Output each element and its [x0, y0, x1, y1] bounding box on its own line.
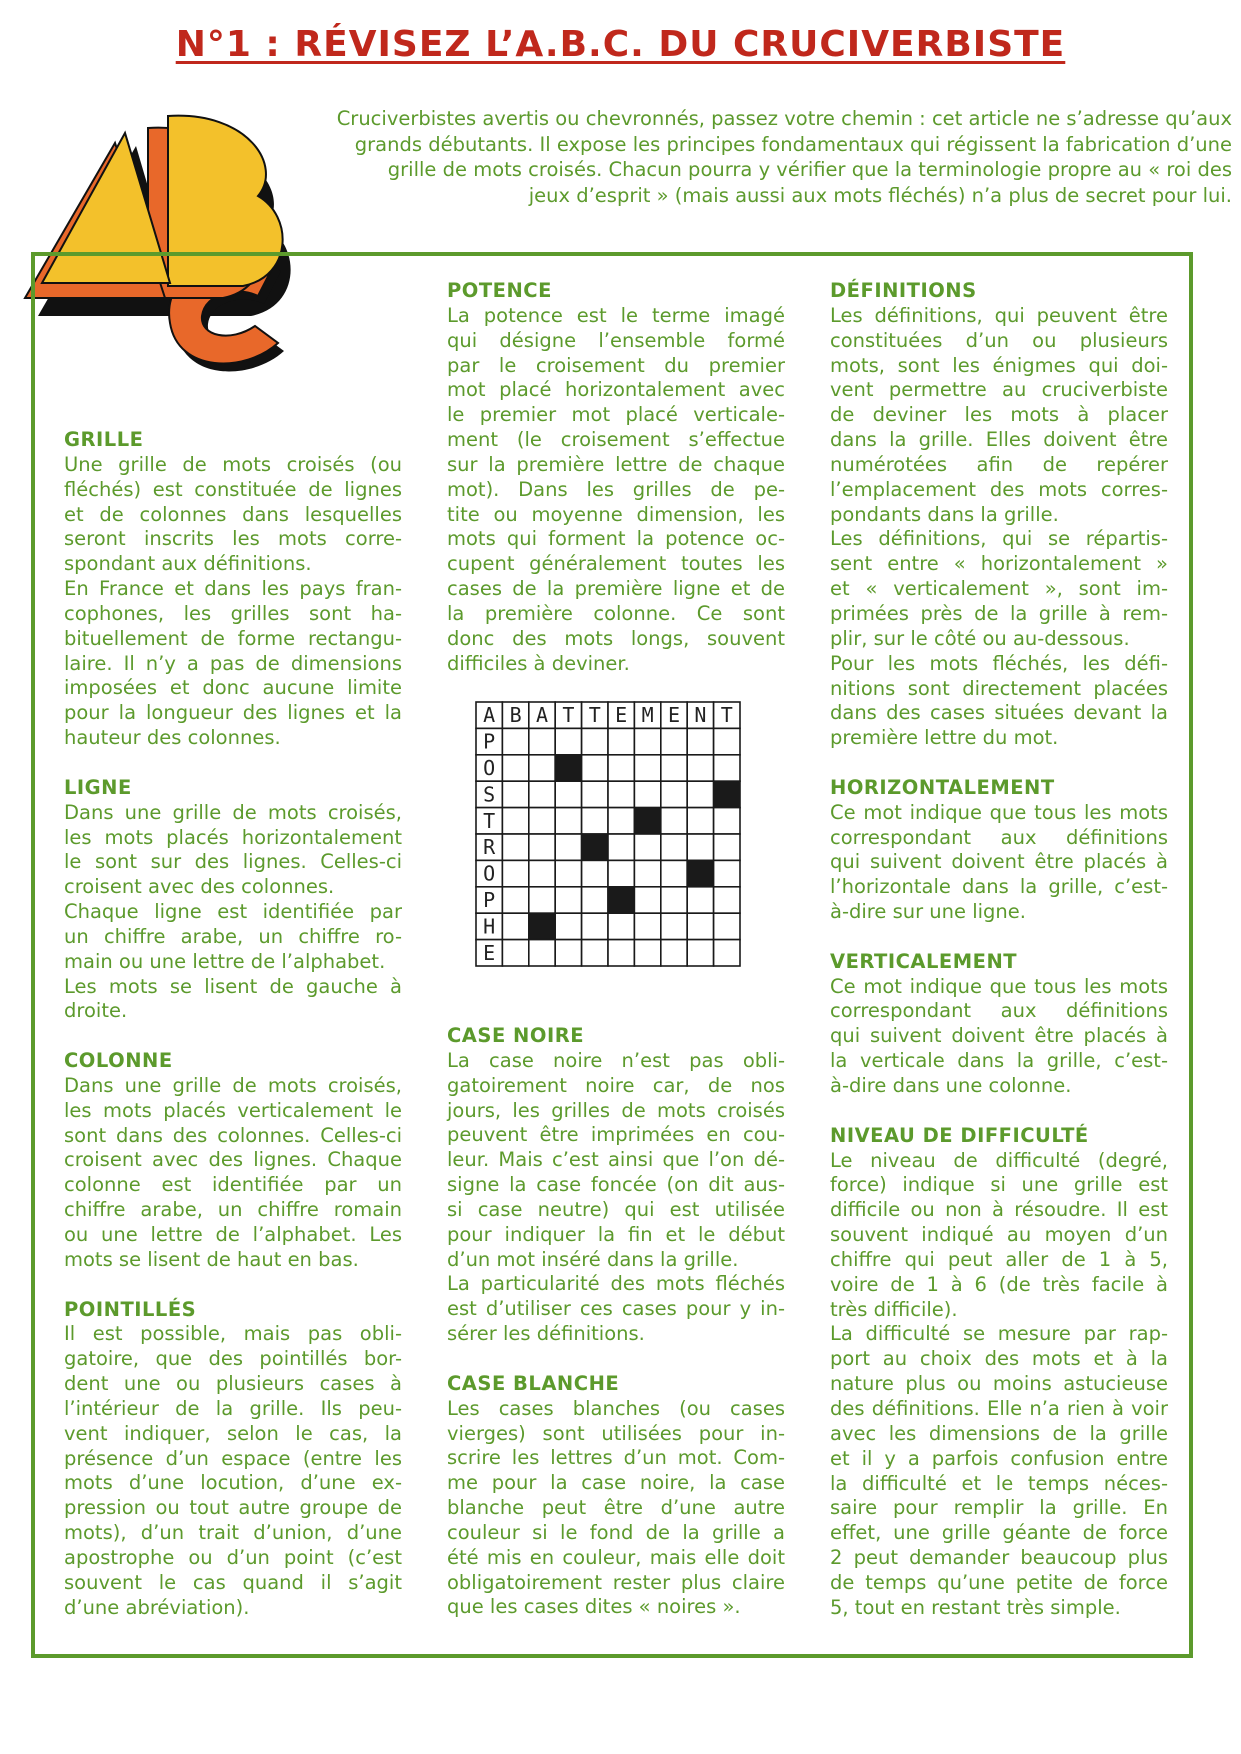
- grid-cell: [661, 940, 687, 966]
- text-line: mots, sont les énigmes qui doi-: [830, 353, 1168, 377]
- text-line: pression ou tout autre groupe de: [64, 1496, 402, 1520]
- text-line: Ce mot indique que tous les mots: [830, 800, 1168, 824]
- text-line: pour indiquer la fin et le début: [447, 1222, 785, 1246]
- grid-cell: [687, 834, 713, 860]
- grid-cell: [582, 887, 608, 913]
- text-line: à-dire sur une ligne.: [830, 900, 1026, 924]
- grid-cell: [502, 755, 528, 781]
- grid-letter-vertical: P: [483, 888, 496, 912]
- section-body: [830, 304, 1168, 751]
- text-line: La particularité des mots fléchés: [447, 1272, 785, 1296]
- grid-cell: [714, 834, 740, 860]
- text-line: première lettre du mot.: [830, 726, 1059, 750]
- grid-cell: [555, 860, 581, 886]
- grid-cell: [714, 887, 740, 913]
- text-line: La potence est le terme imagé: [447, 303, 785, 327]
- text-line: dent une ou plusieurs cases à: [64, 1372, 402, 1396]
- black-cell: [714, 781, 740, 807]
- text-line: La difficulté se mesure par rap-: [830, 1322, 1168, 1346]
- text-line: mot). Dans les grilles de pe-: [447, 477, 785, 501]
- section-heading: GRILLE: [64, 428, 144, 451]
- grid-cell: [608, 834, 634, 860]
- text-line: laire. Il n’y a pas de dimensions: [64, 651, 402, 675]
- text-line: la première colonne. Ce sont: [447, 601, 785, 625]
- grid-letter-horizontal: T: [720, 703, 733, 728]
- text-line: qui suivent doivent être placés à: [830, 850, 1168, 874]
- section-body: [447, 304, 785, 677]
- text-line: bituellement de forme rectangu-: [64, 626, 402, 650]
- text-line: difficile ou non à résoudre. Il est: [830, 1198, 1168, 1222]
- text-line: Chaque ligne est identifiée par: [64, 900, 402, 924]
- text-line: main ou une lettre de l’alphabet.: [64, 949, 386, 973]
- text-line: ou une lettre de l’alphabet. Les: [64, 1223, 402, 1246]
- grid-cell: [529, 860, 555, 886]
- grid-cell: [502, 860, 528, 886]
- text-line: vierges) sont utilisées pour in-: [447, 1421, 785, 1445]
- grid-cell: [529, 940, 555, 966]
- grid-cell: [502, 913, 528, 939]
- text-line: de temps qu’une petite de force: [830, 1570, 1168, 1594]
- grid-cell: [502, 887, 528, 913]
- text-line: leur. Mais c’est ainsi que l’on dé-: [447, 1148, 785, 1172]
- crossword-grid: [474, 700, 768, 994]
- section-body: [447, 1397, 785, 1621]
- grid-cell: [687, 755, 713, 781]
- grid-cell: [555, 728, 581, 754]
- grid-letter-horizontal: A: [535, 703, 549, 728]
- grid-cell: [608, 940, 634, 966]
- text-line: Le niveau de difficulté (degré,: [830, 1148, 1168, 1172]
- text-line: difficiles à deviner.: [447, 651, 630, 675]
- text-line: donc des mots longs, souvent: [447, 626, 785, 650]
- grid-cell: [582, 913, 608, 939]
- text-line: cophones, les grilles sont ha-: [64, 601, 402, 625]
- text-line: qui désigne l’ensemble formé: [447, 328, 785, 352]
- section-heading: POINTILLÉS: [64, 1297, 197, 1321]
- grid-cell: [661, 834, 687, 860]
- grid-cell: [582, 781, 608, 807]
- text-line: le premier mot placé verticale-: [447, 403, 785, 427]
- grid-cell: [687, 887, 713, 913]
- section-body: [447, 1049, 785, 1347]
- text-line: plir, sur le côté ou au-dessous.: [830, 626, 1130, 650]
- grid-letter-horizontal: T: [562, 703, 575, 728]
- text-line: chiffre qui peut aller de 1 à 5,: [830, 1247, 1168, 1271]
- grid-cell: [529, 834, 555, 860]
- section: [447, 1024, 785, 1347]
- text-line: dans des cases situées devant la: [830, 701, 1168, 725]
- text-line: de deviner les mots à placer: [830, 403, 1168, 427]
- text-line: chiffre arabe, un chiffre romain: [64, 1198, 402, 1222]
- text-line: 2 peut demander beaucoup plus: [830, 1546, 1168, 1570]
- text-line: saire pour remplir la grille. En: [830, 1496, 1168, 1520]
- section-heading: CASE BLANCHE: [447, 1371, 620, 1395]
- grid-cell: [661, 808, 687, 834]
- grid-cell: [529, 808, 555, 834]
- text-line: voire de 1 à 6 (de très facile à: [830, 1272, 1168, 1296]
- grid-cell: [634, 887, 660, 913]
- grid-letter-horizontal: E: [615, 703, 628, 728]
- grid-letter-vertical: S: [483, 782, 496, 807]
- text-line: et de colonnes dans lesquelles: [64, 502, 402, 526]
- text-line: l’emplacement des mots corres-: [830, 477, 1168, 501]
- text-line: que les cases dites « noires ».: [447, 1595, 741, 1619]
- text-line: sérer les définitions.: [447, 1322, 645, 1346]
- grid-letter-horizontal: B: [509, 703, 522, 728]
- grid-cell: [714, 755, 740, 781]
- section-heading: NIVEAU DE DIFFICULTÉ: [830, 1123, 1089, 1147]
- text-line: effet, une grille géante de force: [830, 1521, 1168, 1545]
- grid-cell: [634, 834, 660, 860]
- section-body: [830, 801, 1168, 925]
- grid-cell: [555, 940, 581, 966]
- text-line: Ce mot indique que tous les mots: [830, 974, 1168, 998]
- section-body: [64, 801, 402, 1025]
- text-line: mots qui forment la potence oc-: [447, 527, 785, 551]
- intro-paragraph: Cruciverbistes avertis ou chevronnés, passez votre chemin : cet article ne s’adresse qu’aux grands débutants. Il expose les principes fondamentaux qui régissent la fabrication d’une grille de mots croisés. Chacun pourra y vérifier que la terminologie propre au « roi des jeux d’esprit » (mais aussi aux mots fléchés) n’a plus de secret pour lui.: [336, 107, 1232, 207]
- grid-letter-vertical: E: [483, 940, 496, 965]
- grid-cell: [502, 940, 528, 966]
- grid-cell: [582, 755, 608, 781]
- text-line: les mots placés horizontalement: [64, 825, 402, 849]
- text-line: seront inscrits les mots corre-: [64, 527, 402, 551]
- grid-cell: [714, 728, 740, 754]
- text-line: constituées d’un ou plusieurs: [830, 328, 1168, 352]
- grid-cell: [582, 940, 608, 966]
- text-line: la difficulté et le temps néces-: [830, 1471, 1168, 1495]
- grid-cell: [661, 781, 687, 807]
- grid-cell: [714, 940, 740, 966]
- grid-cell: [661, 913, 687, 939]
- text-line: d’une abréviation).: [64, 1595, 250, 1619]
- grid-cell: [529, 887, 555, 913]
- text-line: présence d’un espace (entre les: [64, 1446, 402, 1470]
- grid-letter-vertical: T: [483, 808, 496, 833]
- text-line: Les définitions, qui peuvent être: [830, 303, 1168, 327]
- text-line: Les cases blanches (ou cases: [447, 1396, 785, 1420]
- grid-letter-vertical: O: [483, 861, 496, 886]
- text-line: qui suivent doivent être placés à: [830, 1024, 1168, 1048]
- grid-letter-horizontal: T: [588, 703, 601, 728]
- text-line: souvent le cas quand il s’agit: [64, 1570, 402, 1594]
- grid-cell: [608, 860, 634, 886]
- grid-cell: [608, 781, 634, 807]
- text-line: nitions sont directement placées: [830, 676, 1168, 700]
- section: [64, 1298, 402, 1621]
- text-line: l’horizontale dans la grille, c’est-: [830, 875, 1168, 899]
- section: [447, 1372, 785, 1620]
- text-line: été mis en couleur, mais elle doit: [447, 1545, 785, 1569]
- black-cell: [529, 913, 555, 939]
- grid-cell: [608, 913, 634, 939]
- text-line: force) indique si une grille est: [830, 1173, 1168, 1197]
- text-line: 5, tout en restant très simple.: [830, 1595, 1121, 1619]
- section-heading: LIGNE: [64, 775, 132, 799]
- text-line: vent permettre au cruciverbiste: [830, 378, 1168, 402]
- text-line: sont dans des colonnes. Celles-ci: [64, 1123, 402, 1147]
- section-heading: VERTICALEMENT: [830, 949, 1018, 973]
- grid-letter-vertical: H: [483, 914, 496, 939]
- section: [64, 428, 402, 751]
- text-line: colonne est identifiée par un: [64, 1173, 402, 1197]
- grid-letter-horizontal: N: [694, 703, 707, 728]
- grid-cell: [555, 781, 581, 807]
- section-body: [830, 975, 1168, 1099]
- grid-cell: [608, 808, 634, 834]
- text-line: mots se lisent de haut en bas.: [64, 1247, 359, 1271]
- text-line: Il est possible, mais pas obli-: [64, 1322, 402, 1346]
- section: [830, 1124, 1168, 1621]
- text-line: numérotées afin de repérer: [830, 452, 1168, 476]
- grid-cell: [502, 728, 528, 754]
- black-cell: [687, 860, 713, 886]
- black-cell: [582, 834, 608, 860]
- text-line: gatoire, que des pointillés bor-: [64, 1347, 402, 1371]
- grid-cell: [687, 913, 713, 939]
- text-line: d’un mot inséré dans la grille.: [447, 1247, 739, 1271]
- grid-cell: [529, 755, 555, 781]
- column-1: [64, 428, 402, 1621]
- grid-cell: [661, 860, 687, 886]
- text-line: souvent indiqué au moyen d’un: [830, 1223, 1168, 1247]
- grid-cell: [714, 860, 740, 886]
- text-line: couleur si le fond de la grille a: [447, 1520, 785, 1544]
- text-line: et « verticalement », sont im-: [830, 577, 1168, 601]
- section: [64, 1049, 402, 1273]
- grid-cell: [634, 860, 660, 886]
- text-line: et il y a parfois confusion entre: [830, 1446, 1168, 1470]
- text-line: Pour les mots fléchés, les défi-: [830, 651, 1168, 675]
- column-2-top: [447, 279, 785, 677]
- text-line: cupent généralement toutes les: [447, 552, 785, 576]
- text-line: imposées et donc aucune limite: [64, 676, 402, 700]
- text-line: croisent avec des colonnes.: [64, 875, 335, 899]
- text-line: sent entre « horizontalement »: [830, 552, 1168, 576]
- text-line: scrire les lettres d’un mot. Com-: [447, 1446, 785, 1470]
- text-line: apostrophe ou d’un point (c’est: [64, 1545, 402, 1569]
- text-line: port au choix des mots et à la: [830, 1347, 1168, 1371]
- text-line: très difficile).: [830, 1297, 958, 1321]
- section-heading: CASE NOIRE: [447, 1024, 585, 1047]
- grid-cell: [634, 940, 660, 966]
- grid-cell: [687, 781, 713, 807]
- text-line: correspondant aux définitions: [830, 999, 1168, 1023]
- text-line: Une grille de mots croisés (ou: [64, 452, 402, 476]
- text-line: gatoirement noire car, de nos: [447, 1073, 785, 1097]
- text-line: des définitions. Elle n’a rien à voir: [830, 1396, 1168, 1420]
- text-line: nature plus ou moins astucieuse: [830, 1372, 1168, 1396]
- text-line: ment (le croisement s’effectue: [447, 428, 785, 452]
- text-line: sur la première lettre de chaque: [447, 452, 785, 476]
- text-line: spondant aux définitions.: [64, 552, 312, 576]
- page-title: N°1 : RÉVISEZ L’A.B.C. DU CRUCIVERBISTE: [175, 24, 1066, 65]
- section: [447, 279, 785, 677]
- text-line: mot placé horizontalement avec: [447, 378, 785, 402]
- grid-letter-vertical: P: [483, 729, 496, 754]
- text-line: le sont sur des lignes. Celles-ci: [64, 850, 402, 874]
- section-body: [64, 1074, 402, 1273]
- grid-cell: [555, 887, 581, 913]
- text-line: si case neutre) qui est utilisée: [447, 1197, 785, 1221]
- section-heading: DÉFINITIONS: [830, 279, 977, 302]
- text-line: hauteur des colonnes.: [64, 726, 281, 750]
- black-cell: [634, 808, 660, 834]
- text-line: Dans une grille de mots croisés,: [64, 800, 402, 824]
- text-line: Les définitions, qui se répartis-: [830, 527, 1168, 551]
- grid-cell: [661, 728, 687, 754]
- text-line: avec les dimensions de la grille: [830, 1421, 1168, 1445]
- text-line: un chiffre arabe, un chiffre ro-: [64, 924, 402, 948]
- text-line: tite ou moyenne dimension, les: [447, 502, 785, 526]
- text-line: En France et dans les pays fran-: [64, 577, 402, 601]
- text-line: pondants dans la grille.: [830, 502, 1059, 526]
- section: [830, 776, 1168, 925]
- grid-cell: [555, 808, 581, 834]
- column-3: [830, 279, 1168, 1621]
- text-line: croisent avec des lignes. Chaque: [64, 1148, 402, 1172]
- grid-letter-vertical: R: [483, 835, 496, 860]
- text-line: blanche peut être d’une autre: [447, 1496, 785, 1520]
- text-line: l’intérieur de la grille. Ils peu-: [64, 1396, 402, 1420]
- grid-cell: [582, 860, 608, 886]
- text-line: la verticale dans la grille, c’est-: [830, 1049, 1168, 1073]
- text-line: Les mots se lisent de gauche à: [64, 974, 402, 998]
- text-line: vent indiquer, selon le cas, la: [64, 1421, 402, 1445]
- text-line: signe la case foncée (on dit aus-: [447, 1173, 785, 1197]
- text-line: mots d’une locution, d’une ex-: [64, 1471, 402, 1495]
- grid-letter-horizontal: A: [483, 703, 496, 728]
- text-line: me pour la case noire, la case: [447, 1471, 785, 1495]
- text-line: mots), d’un trait d’union, d’une: [64, 1521, 402, 1545]
- text-line: les mots placés verticalement le: [64, 1098, 402, 1122]
- grid-cell: [661, 887, 687, 913]
- grid-cell: [529, 781, 555, 807]
- grid-cell: [661, 755, 687, 781]
- grid-cell: [529, 728, 555, 754]
- text-line: obligatoirement rester plus claire: [447, 1570, 785, 1594]
- text-line: primées près de la grille à rem-: [830, 601, 1168, 625]
- column-2-bottom: [447, 1024, 785, 1620]
- grid-cell: [608, 728, 634, 754]
- grid-cell: [634, 913, 660, 939]
- grid-cell: [555, 913, 581, 939]
- grid-cell: [714, 913, 740, 939]
- text-line: droite.: [64, 999, 128, 1023]
- grid-cell: [582, 808, 608, 834]
- text-line: La case noire n’est pas obli-: [447, 1048, 785, 1072]
- grid-cell: [634, 728, 660, 754]
- section-heading: HORIZONTALEMENT: [830, 775, 1055, 799]
- grid-cell: [634, 781, 660, 807]
- section: [64, 776, 402, 1024]
- grid-cell: [582, 728, 608, 754]
- text-line: cases de la première ligne et de: [447, 577, 785, 601]
- black-cell: [555, 755, 581, 781]
- text-line: Dans une grille de mots croisés,: [64, 1073, 402, 1097]
- section: [830, 950, 1168, 1099]
- grid-cell: [687, 808, 713, 834]
- section-body: [64, 453, 402, 751]
- text-line: dans la grille. Elles doivent être: [830, 428, 1168, 452]
- grid-cell: [634, 755, 660, 781]
- grid-cell: [687, 728, 713, 754]
- text-line: pour la longueur des lignes et la: [64, 701, 402, 725]
- grid-letter-vertical: O: [483, 756, 496, 780]
- section-heading: POTENCE: [447, 279, 552, 302]
- grid-letter-horizontal: E: [667, 703, 681, 728]
- section-body: [830, 1149, 1168, 1621]
- text-line: correspondant aux définitions: [830, 825, 1168, 849]
- text-line: peuvent être imprimées en cou-: [447, 1123, 785, 1147]
- grid-cell: [502, 781, 528, 807]
- grid-letter-horizontal: M: [641, 703, 654, 728]
- grid-cell: [502, 808, 528, 834]
- text-line: par le croisement du premier: [447, 353, 785, 377]
- black-cell: [608, 887, 634, 913]
- section-body: [64, 1322, 402, 1620]
- grid-cell: [608, 755, 634, 781]
- grid-cell: [714, 808, 740, 834]
- grid-cell: [687, 940, 713, 966]
- text-line: à-dire dans une colonne.: [830, 1074, 1072, 1097]
- text-line: jours, les grilles de mots croisés: [447, 1098, 785, 1122]
- grid-cell: [555, 834, 581, 860]
- section: [830, 279, 1168, 751]
- text-line: fléchés) est constituée de lignes: [64, 477, 402, 501]
- section-heading: COLONNE: [64, 1049, 173, 1073]
- text-line: est d’utiliser ces cases pour y in-: [447, 1297, 785, 1321]
- grid-cell: [502, 834, 528, 860]
